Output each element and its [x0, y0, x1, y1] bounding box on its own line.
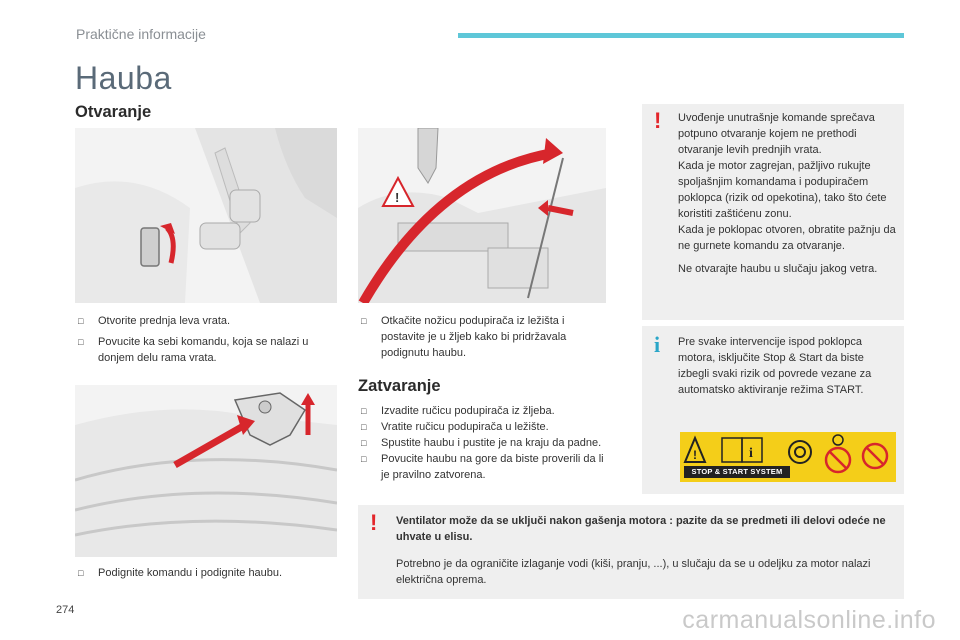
checkbox-bullet-icon: □	[361, 316, 367, 326]
list-item: □ Otkačite nožicu podupirača iz ležišta i postavite je u žljeb kako bi pridržavala podignutu haubu.	[361, 315, 567, 359]
section-title: Praktične informacije	[76, 26, 206, 42]
opening-steps-3	[76, 565, 338, 586]
checkbox-bullet-icon: □	[78, 316, 84, 326]
exclamation-icon: !	[654, 108, 662, 133]
page-number: 274	[56, 604, 75, 616]
list-item: □ Izvadite ručicu podupirača iz žljeba.	[361, 405, 555, 417]
list-item: □ Otvorite prednja leva vrata.	[78, 315, 231, 327]
list-item: □ Spustite haubu i pustite je na kraju da padne.	[361, 437, 602, 449]
closing-steps	[359, 403, 609, 483]
checkbox-bullet-icon: □	[361, 406, 367, 416]
hood-release-illustration	[75, 385, 337, 557]
checkbox-bullet-icon: □	[78, 337, 84, 347]
list-item: □ Povucite ka sebi komandu, koja se nalazi u donjem delu rama vrata.	[78, 336, 309, 364]
bottom-warning-text: Potrebno je da ograničite izlaganje vodi (kiši, pranju, ...), u slučaju da se u odeljku za motor nalazi električna oprema.	[396, 558, 871, 586]
checkbox-bullet-icon: □	[361, 454, 367, 464]
warning-paragraph: Ne otvarajte haubu u slučaju jakog vetra.	[678, 263, 878, 275]
list-item: □ Vratite ručicu podupirača u ležište.	[361, 421, 549, 433]
bottom-warning-box	[358, 505, 904, 599]
list-item: □ Podignite komandu i podignite haubu.	[78, 567, 283, 579]
header-accent-bar	[458, 33, 904, 38]
pedal-lever-illustration	[75, 128, 337, 303]
stop-start-label-text: STOP & START SYSTEM	[684, 466, 790, 478]
closing-heading: Zatvaranje	[358, 377, 441, 395]
warning-paragraph: Uvođenje unutrašnje komande sprečava potpuno otvaranje kojem ne prethodi otvaranje levih prednjih vrata.	[678, 112, 875, 156]
checkbox-bullet-icon: □	[361, 422, 367, 432]
warning-paragraph: Kada je poklopac otvoren, obratite pažnju da ne gurnete komandu za otvaranje.	[678, 224, 896, 252]
svg-text:!: !	[693, 448, 697, 462]
exclamation-icon: !	[370, 510, 378, 535]
svg-text:i: i	[749, 446, 753, 461]
svg-text:!: !	[395, 190, 400, 205]
info-icon: i	[654, 332, 661, 357]
list-item: □ Povucite haubu na gore da biste proverili da li je pravilno zatvorena.	[361, 453, 604, 481]
engine-support-illustration	[358, 128, 606, 303]
warning-box	[642, 104, 904, 320]
opening-steps-1	[76, 313, 338, 371]
watermark: carmanualsonline.info	[682, 606, 936, 634]
bottom-warning-bold: Ventilator može da se uključi nakon gašenja motora : pazite da se predmeti ili delovi odeće ne uhvate u elisu.	[396, 515, 886, 543]
page-title: Hauba	[75, 60, 172, 96]
opening-steps-2	[359, 313, 609, 366]
stop-start-warning-label	[680, 432, 896, 482]
warning-paragraph: Kada je motor zagrejan, pažljivo rukujte spoljašnjim komandama i podupiračem poklopca (rizik od opekotina), tako što ćete koristiti zaštićenu zonu.	[678, 160, 887, 220]
opening-heading: Otvaranje	[75, 103, 152, 121]
checkbox-bullet-icon: □	[361, 438, 367, 448]
info-text: Pre svake intervencije ispod poklopca motora, isključite Stop & Start da biste izbegli svaki rizik od povrede vezane za automatsko aktiviranje režima START.	[678, 336, 872, 396]
checkbox-bullet-icon: □	[78, 568, 84, 578]
